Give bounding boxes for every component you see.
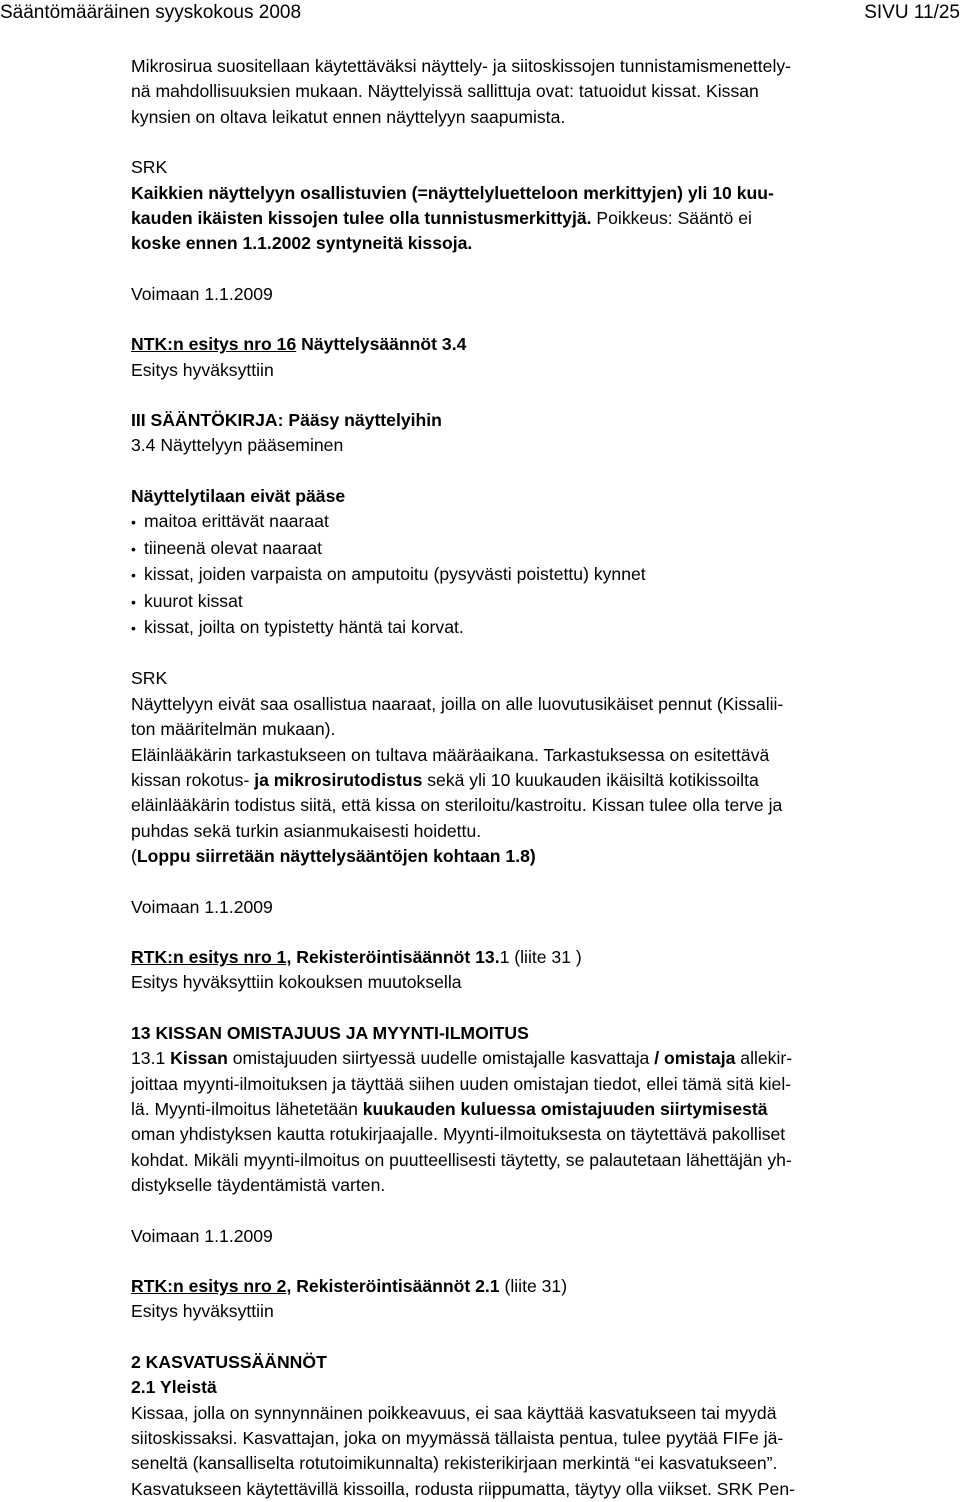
text-line: Kasvatukseen käytettävillä kissoilla, rodusta riippumatta, täytyy olla viikset. SRK Pen- — [131, 1478, 795, 1499]
text-line: kauden ikäisten kissojen tulee olla tunnistusmerkittyjä. Poikkeus: Sääntö ei — [131, 208, 752, 229]
effective-date: Voimaan 1.1.2009 — [131, 1225, 273, 1246]
text-line: kissan rokotus- ja mikrosirutodistus sekä yli 10 kuukauden ikäisiltä kotikissoilta — [131, 769, 759, 790]
section-subheading: 3.4 Näyttelyyn pääseminen — [131, 435, 344, 456]
document-title: Sääntömääräinen syyskokous 2008 — [0, 2, 302, 23]
page-header — [0, 2, 960, 28]
text-line: nä mahdollisuuksien mukaan. Näyttelyissä sallittuja ovat: tatuoidut kissat. Kissan — [131, 81, 759, 102]
text-line: koske ennen 1.1.2002 syntyneitä kissoja. — [131, 233, 473, 254]
list-item: • kissat, joiden varpaista on amputoitu (pysyvästi poistettu) kynnet — [131, 562, 953, 588]
srk-label: SRK — [131, 668, 168, 689]
list-item: • kuurot kissat — [131, 589, 953, 615]
list-item: • tiineenä olevat naaraat — [131, 536, 953, 562]
text-line: Eläinlääkärin tarkastukseen on tultava määräaikana. Tarkastuksessa on esitettävä — [131, 744, 770, 765]
text-line: kohdat. Mikäli myynti-ilmoitus on puutteellisesti täytetty, se palautetaan lähettäjän yh- — [131, 1149, 792, 1170]
proposal-heading: RTK:n esitys nro 1, Rekisteröintisäännöt 13.1 (liite 31 ) — [131, 946, 582, 967]
text-line: Näyttelyyn eivät saa osallistua naaraat, joilla on alle luovutusikäiset pennut (Kissalii- — [131, 693, 784, 714]
text-line: (Loppu siirretään näyttelysääntöjen kohtaan 1.8) — [131, 846, 536, 867]
text-line: distykselle täydentämistä varten. — [131, 1175, 386, 1196]
text-line: puhdas sekä turkin asianmukaisesti hoidettu. — [131, 820, 482, 841]
section-heading: 13 KISSAN OMISTAJUUS JA MYYNTI-ILMOITUS — [131, 1022, 529, 1043]
text-line: Mikrosirua suositellaan käytettäväksi näyttely- ja siitoskissojen tunnistamismenettely- — [131, 56, 792, 76]
text-line: seneltä (kansalliselta rotutoimikunnalta) rekisterikirjaan merkintä “ei kasvatukseen”. — [131, 1453, 778, 1474]
text-line: oman yhdistyksen kautta rotukirjaajalle. Myynti-ilmoituksesta on täytettävä pakolliset — [131, 1124, 786, 1145]
document-body — [131, 54, 953, 1502]
text-line: Kissaa, jolla on synnynnäinen poikkeavuus, ei saa käyttää kasvatukseen tai myydä — [131, 1402, 777, 1423]
text-line: eläinlääkärin todistus siitä, että kissa on steriloitu/kastroitu. Kissan tulee olla terve ja — [131, 795, 783, 816]
text-line: 13.1 Kissan omistajuuden siirtyessä uudelle omistajalle kasvattaja / omistaja allekir- — [131, 1048, 793, 1069]
text-line: lä. Myynti-ilmoitus lähetetään kuukauden kuluessa omistajuuden siirtymisestä — [131, 1099, 768, 1119]
text-line: Kaikkien näyttelyyn osallistuvien (=näyttelyluetteloon merkittyjen) yli 10 kuu- — [131, 182, 774, 203]
section-subheading: 2.1 Yleistä — [131, 1377, 217, 1398]
proposal-heading: RTK:n esitys nro 2, Rekisteröintisäännöt 2.1 (liite 31) — [131, 1276, 568, 1297]
text-line: joittaa myynti-ilmoituksen ja täyttää siihen uuden omistajan tiedot, ellei tämä sitä kiel- — [131, 1073, 792, 1094]
proposal-status: Esitys hyväksyttiin — [131, 1301, 274, 1322]
list-item: • maitoa erittävät naaraat — [131, 509, 953, 535]
page-number: SIVU 11/25 — [864, 2, 960, 23]
text-line: ton määritelmän mukaan). — [131, 719, 336, 740]
effective-date: Voimaan 1.1.2009 — [131, 896, 273, 917]
srk-label: SRK — [131, 157, 168, 178]
effective-date: Voimaan 1.1.2009 — [131, 283, 273, 304]
proposal-status: Esitys hyväksyttiin kokouksen muutoksella — [131, 972, 462, 993]
text-line: kynsien on oltava leikatut ennen näyttelyyn saapumista. — [131, 106, 566, 127]
list-heading: Näyttelytilaan eivät pääse — [131, 485, 346, 506]
proposal-status: Esitys hyväksyttiin — [131, 359, 274, 380]
list-item: • kissat, joilta on typistetty häntä tai korvat. — [131, 615, 953, 641]
section-heading: III SÄÄNTÖKIRJA: Pääsy näyttelyihin — [131, 410, 442, 431]
proposal-heading: NTK:n esitys nro 16 Näyttelysäännöt 3.4 — [131, 334, 467, 355]
section-heading: 2 KASVATUSSÄÄNNÖT — [131, 1351, 327, 1372]
text-line: siitoskissaksi. Kasvattajan, joka on myymässä tällaista pentua, tulee pyytää FIFe jä- — [131, 1428, 784, 1449]
